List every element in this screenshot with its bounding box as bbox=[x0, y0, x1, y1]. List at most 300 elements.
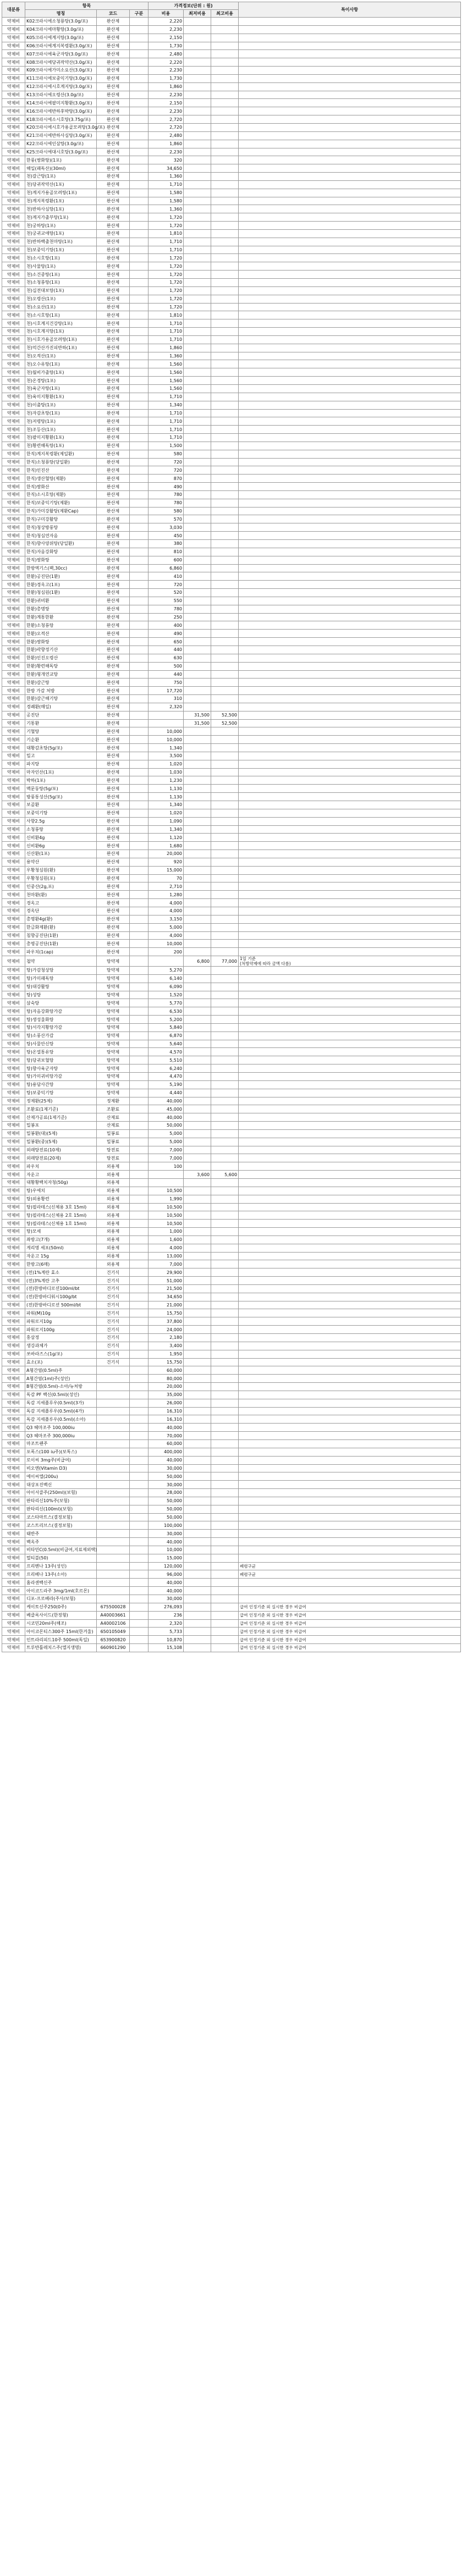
cell-min bbox=[184, 148, 211, 156]
cell-note bbox=[239, 809, 461, 817]
cell-price: 2,230 bbox=[148, 91, 184, 99]
table-row bbox=[2, 1432, 461, 1440]
cell-min bbox=[184, 426, 211, 434]
cell-major: 약제비 bbox=[2, 1407, 25, 1415]
cell-name: 우황청심원(환) bbox=[25, 866, 97, 874]
cell-max bbox=[211, 1603, 239, 1611]
cell-name: K22크라시에인삼탕(3.0g/포) bbox=[25, 140, 97, 148]
table-row bbox=[2, 532, 461, 540]
table-row bbox=[2, 711, 461, 719]
cell-max bbox=[211, 1252, 239, 1260]
cell-type bbox=[130, 335, 148, 344]
cell-name: 천)이출탕(1포) bbox=[25, 401, 97, 409]
table-row bbox=[2, 1113, 461, 1122]
cell-price: 4,000 bbox=[148, 899, 184, 907]
table-row bbox=[2, 1611, 461, 1619]
cell-note bbox=[239, 1031, 461, 1040]
cell-type bbox=[130, 874, 148, 882]
cell-major: 약제비 bbox=[2, 1448, 25, 1456]
cell-name: 탕)외용황련 bbox=[25, 1195, 97, 1203]
cell-code: 완산제 bbox=[97, 866, 130, 874]
cell-name: 한환)소청룡탕 bbox=[25, 621, 97, 630]
cell-type bbox=[130, 1097, 148, 1105]
cell-code: 건기식 bbox=[97, 1317, 130, 1326]
cell-major: 약제비 bbox=[2, 1252, 25, 1260]
table-row bbox=[2, 1031, 461, 1040]
cell-type bbox=[130, 548, 148, 556]
cell-name: K18크라시에소시호탕(3.75g/포) bbox=[25, 115, 97, 124]
cell-note bbox=[239, 148, 461, 156]
cell-type bbox=[130, 662, 148, 670]
cell-type bbox=[130, 401, 148, 409]
cell-type bbox=[130, 1260, 148, 1268]
table-row bbox=[2, 1211, 461, 1220]
cell-note bbox=[239, 1350, 461, 1358]
cell-name: 사향2.5g bbox=[25, 817, 97, 825]
cell-major: 약제비 bbox=[2, 695, 25, 703]
cell-min bbox=[184, 279, 211, 287]
cell-price: 1,090 bbox=[148, 817, 184, 825]
cell-price: 30,000 bbox=[148, 1595, 184, 1603]
cell-max bbox=[211, 785, 239, 793]
table-row bbox=[2, 768, 461, 776]
cell-major: 약제비 bbox=[2, 377, 25, 385]
cell-max bbox=[211, 377, 239, 385]
cell-code bbox=[97, 1383, 130, 1391]
cell-note bbox=[239, 613, 461, 621]
cell-note bbox=[239, 295, 461, 303]
cell-price: 1,720 bbox=[148, 295, 184, 303]
cell-price: 34,650 bbox=[148, 1293, 184, 1301]
cell-name: 자운고 15g bbox=[25, 1252, 97, 1260]
cell-min bbox=[184, 189, 211, 197]
cell-code bbox=[97, 1587, 130, 1595]
cell-code: 완산제 bbox=[97, 630, 130, 638]
cell-min bbox=[184, 646, 211, 654]
table-row bbox=[2, 1129, 461, 1138]
table-row bbox=[2, 670, 461, 679]
cell-type bbox=[130, 940, 148, 948]
cell-price: 1,990 bbox=[148, 1195, 184, 1203]
table-row bbox=[2, 99, 461, 107]
cell-note bbox=[239, 1472, 461, 1481]
cell-max bbox=[211, 107, 239, 115]
cell-code: 완산제 bbox=[97, 475, 130, 483]
table-row bbox=[2, 82, 461, 91]
cell-price: 40,000 bbox=[148, 1113, 184, 1122]
cell-major: 약제비 bbox=[2, 74, 25, 82]
cell-major: 약제비 bbox=[2, 967, 25, 975]
cell-type bbox=[130, 1162, 148, 1171]
cell-note bbox=[239, 82, 461, 91]
cell-type bbox=[130, 1203, 148, 1211]
cell-note bbox=[239, 1383, 461, 1391]
cell-code: 완산제 bbox=[97, 744, 130, 752]
cell-max bbox=[211, 238, 239, 246]
cell-major: 약제비 bbox=[2, 1007, 25, 1016]
cell-code: 외용제 bbox=[97, 1162, 130, 1171]
cell-type bbox=[130, 1391, 148, 1399]
cell-type bbox=[130, 1056, 148, 1064]
cell-name: 보골환 bbox=[25, 801, 97, 809]
cell-price bbox=[148, 956, 184, 967]
cell-max bbox=[211, 1546, 239, 1554]
cell-note bbox=[239, 50, 461, 58]
cell-min bbox=[184, 82, 211, 91]
table-row bbox=[2, 1579, 461, 1587]
cell-min bbox=[184, 352, 211, 360]
cell-note bbox=[239, 483, 461, 491]
cell-code: 완산제 bbox=[97, 352, 130, 360]
cell-max bbox=[211, 1472, 239, 1481]
table-row bbox=[2, 956, 461, 967]
cell-type bbox=[130, 475, 148, 483]
cell-major: 약제비 bbox=[2, 295, 25, 303]
cell-code: 완산제 bbox=[97, 564, 130, 572]
cell-name: 홍삼정 bbox=[25, 1334, 97, 1342]
cell-code: 완산제 bbox=[97, 776, 130, 785]
cell-min bbox=[184, 1603, 211, 1611]
cell-type bbox=[130, 1358, 148, 1366]
cell-max bbox=[211, 548, 239, 556]
cell-major: 약제비 bbox=[2, 1439, 25, 1448]
cell-min bbox=[184, 1260, 211, 1268]
table-row bbox=[2, 809, 461, 817]
cell-code: 완산제 bbox=[97, 572, 130, 581]
cell-note: 급여 인정기준 외 실시한 경우 비급여 bbox=[239, 1644, 461, 1652]
cell-min bbox=[184, 1023, 211, 1031]
cell-code: 탕약제 bbox=[97, 1080, 130, 1089]
cell-code: 탕약제 bbox=[97, 1016, 130, 1024]
cell-name: 천)소청룡탕(1포) bbox=[25, 279, 97, 287]
cell-max bbox=[211, 499, 239, 507]
cell-major: 약제비 bbox=[2, 1228, 25, 1236]
cell-type bbox=[130, 1562, 148, 1570]
cell-max bbox=[211, 801, 239, 809]
cell-name: 한환)인진오령산 bbox=[25, 654, 97, 662]
cell-code: 완산제 bbox=[97, 368, 130, 377]
cell-price: 580 bbox=[148, 450, 184, 458]
cell-type bbox=[130, 760, 148, 768]
cell-type bbox=[130, 1122, 148, 1130]
cell-type bbox=[130, 1554, 148, 1562]
cell-code: 완산제 bbox=[97, 279, 130, 287]
cell-min bbox=[184, 1146, 211, 1154]
cell-major: 약제비 bbox=[2, 1195, 25, 1203]
cell-major: 약제비 bbox=[2, 197, 25, 205]
cell-name: 탕)서각지황탕가감 bbox=[25, 1023, 97, 1031]
cell-type bbox=[130, 303, 148, 311]
cell-code: 완산제 bbox=[97, 344, 130, 352]
cell-note bbox=[239, 736, 461, 744]
cell-type bbox=[130, 703, 148, 711]
cell-code: 탕약제 bbox=[97, 1007, 130, 1016]
cell-price: 40,000 bbox=[148, 1424, 184, 1432]
cell-major: 약제비 bbox=[2, 744, 25, 752]
cell-name: 밀봉환(중)(5제) bbox=[25, 1138, 97, 1146]
cell-min bbox=[184, 638, 211, 646]
cell-min bbox=[184, 254, 211, 262]
cell-min bbox=[184, 597, 211, 605]
cell-type bbox=[130, 1187, 148, 1195]
table-row bbox=[2, 703, 461, 711]
cell-major: 약제비 bbox=[2, 311, 25, 319]
cell-code bbox=[97, 1407, 130, 1415]
cell-note bbox=[239, 352, 461, 360]
cell-price: 6,870 bbox=[148, 1031, 184, 1040]
cell-type bbox=[130, 368, 148, 377]
cell-type bbox=[130, 197, 148, 205]
cell-price: 1,720 bbox=[148, 213, 184, 222]
cell-max bbox=[211, 1497, 239, 1505]
cell-major: 약제비 bbox=[2, 328, 25, 336]
cell-code: 완산제 bbox=[97, 393, 130, 401]
cell-max bbox=[211, 1154, 239, 1162]
cell-min bbox=[184, 1056, 211, 1064]
cell-price: 750 bbox=[148, 679, 184, 687]
cell-major: 약제비 bbox=[2, 1530, 25, 1538]
cell-major: 약제비 bbox=[2, 866, 25, 874]
cell-note bbox=[239, 107, 461, 115]
cell-type bbox=[130, 1138, 148, 1146]
cell-major: 약제비 bbox=[2, 42, 25, 50]
cell-price: 4,000 bbox=[148, 1244, 184, 1252]
cell-max bbox=[211, 458, 239, 466]
cell-price: 1,560 bbox=[148, 384, 184, 393]
cell-type bbox=[130, 785, 148, 793]
cell-code: 완산제 bbox=[97, 768, 130, 776]
cell-name: 대황황백치자청(50g) bbox=[25, 1178, 97, 1187]
table-row bbox=[2, 311, 461, 319]
cell-name: 한직)계지복령환(제일환) bbox=[25, 450, 97, 458]
table-row bbox=[2, 1628, 461, 1636]
table-row bbox=[2, 940, 461, 948]
cell-price: 1,560 bbox=[148, 377, 184, 385]
cell-min bbox=[184, 1122, 211, 1130]
cell-code: 완산제 bbox=[97, 760, 130, 768]
cell-major: 약제비 bbox=[2, 1162, 25, 1171]
cell-price: 1,720 bbox=[148, 286, 184, 295]
cell-min bbox=[184, 523, 211, 532]
cell-price: 120,000 bbox=[148, 1562, 184, 1570]
cell-price: 5,200 bbox=[148, 1016, 184, 1024]
cell-name: 경옥고 bbox=[25, 899, 97, 907]
cell-note bbox=[239, 1464, 461, 1472]
table-row bbox=[2, 882, 461, 891]
cell-min bbox=[184, 1235, 211, 1244]
cell-price: 35,000 bbox=[148, 1391, 184, 1399]
cell-name: 침향공진단(1환) bbox=[25, 931, 97, 940]
cell-type bbox=[130, 572, 148, 581]
cell-min bbox=[184, 384, 211, 393]
cell-max bbox=[211, 768, 239, 776]
cell-price: 3,500 bbox=[148, 752, 184, 760]
cell-max bbox=[211, 1513, 239, 1521]
cell-max bbox=[211, 1587, 239, 1595]
cell-name: 천)육미지황환(1포) bbox=[25, 393, 97, 401]
cell-major: 약제비 bbox=[2, 1260, 25, 1268]
cell-major: 약제비 bbox=[2, 409, 25, 417]
cell-name: 한직)가미강활탕(제환Cap) bbox=[25, 507, 97, 515]
cell-max bbox=[211, 262, 239, 271]
cell-major: 약제비 bbox=[2, 18, 25, 26]
cell-code: 완산제 bbox=[97, 140, 130, 148]
cell-price: 1,710 bbox=[148, 238, 184, 246]
cell-code: 완산제 bbox=[97, 450, 130, 458]
table-row bbox=[2, 923, 461, 931]
table-row bbox=[2, 384, 461, 393]
cell-name: (전)한방바디워시100g/bt bbox=[25, 1293, 97, 1301]
cell-name: K21크라시에반하사심탕(3.0g/포) bbox=[25, 131, 97, 140]
cell-major: 약제비 bbox=[2, 999, 25, 1007]
cell-note bbox=[239, 931, 461, 940]
cell-type bbox=[130, 630, 148, 638]
cell-note bbox=[239, 670, 461, 679]
cell-type bbox=[130, 1007, 148, 1016]
cell-max bbox=[211, 490, 239, 499]
table-row bbox=[2, 825, 461, 834]
cell-code: 완산제 bbox=[97, 581, 130, 589]
cell-price: 40,000 bbox=[148, 1579, 184, 1587]
cell-min bbox=[184, 825, 211, 834]
cell-price: 380 bbox=[148, 540, 184, 548]
cell-note bbox=[239, 1260, 461, 1268]
table-row bbox=[2, 1399, 461, 1407]
cell-major: 약제비 bbox=[2, 50, 25, 58]
cell-note bbox=[239, 687, 461, 695]
cell-min bbox=[184, 1105, 211, 1113]
cell-major: 약제비 bbox=[2, 621, 25, 630]
cell-name: 아이코드라주 3mg/1ml(호르몬) bbox=[25, 1587, 97, 1595]
cell-note bbox=[239, 605, 461, 613]
cell-price: 5,640 bbox=[148, 1040, 184, 1048]
cell-min bbox=[184, 882, 211, 891]
cell-code: 완산제 bbox=[97, 107, 130, 115]
cell-max bbox=[211, 1080, 239, 1089]
cell-code: 외용제 bbox=[97, 1171, 130, 1179]
cell-major: 약제비 bbox=[2, 131, 25, 140]
cell-code: A40003661 bbox=[97, 1611, 130, 1619]
cell-type bbox=[130, 1448, 148, 1456]
cell-type bbox=[130, 638, 148, 646]
cell-price: 1,710 bbox=[148, 335, 184, 344]
cell-name: (전)3%계란 고추 bbox=[25, 1277, 97, 1285]
cell-min bbox=[184, 213, 211, 222]
cell-major: 약제비 bbox=[2, 515, 25, 523]
cell-min bbox=[184, 1293, 211, 1301]
cell-price: 2,480 bbox=[148, 50, 184, 58]
cell-min bbox=[184, 1220, 211, 1228]
cell-note bbox=[239, 328, 461, 336]
cell-type bbox=[130, 866, 148, 874]
table-row bbox=[2, 621, 461, 630]
cell-type bbox=[130, 967, 148, 975]
cell-major: 약제비 bbox=[2, 1399, 25, 1407]
cell-code: 완산제 bbox=[97, 384, 130, 393]
cell-min bbox=[184, 776, 211, 785]
cell-major: 약제비 bbox=[2, 450, 25, 458]
cell-min bbox=[184, 967, 211, 975]
table-row bbox=[2, 50, 461, 58]
cell-code: 탕약제 bbox=[97, 1056, 130, 1064]
table-row bbox=[2, 1317, 461, 1326]
cell-min bbox=[184, 466, 211, 475]
cell-note bbox=[239, 393, 461, 401]
cell-price: 400,000 bbox=[148, 1448, 184, 1456]
cell-name: 대황감초탕(5g/포) bbox=[25, 744, 97, 752]
cell-major: 약제비 bbox=[2, 785, 25, 793]
cell-note bbox=[239, 1309, 461, 1317]
cell-major: 약제비 bbox=[2, 34, 25, 42]
cell-max bbox=[211, 540, 239, 548]
cell-name: 탕)가미패독탕 bbox=[25, 974, 97, 983]
cell-min bbox=[184, 311, 211, 319]
table-row bbox=[2, 1326, 461, 1334]
cell-max bbox=[211, 1138, 239, 1146]
table-row bbox=[2, 597, 461, 605]
cell-max bbox=[211, 515, 239, 523]
cell-note bbox=[239, 940, 461, 948]
cell-note bbox=[239, 303, 461, 311]
cell-major: 약제비 bbox=[2, 923, 25, 931]
table-row bbox=[2, 899, 461, 907]
cell-price: 310 bbox=[148, 695, 184, 703]
cell-note bbox=[239, 1097, 461, 1105]
cell-code: 완산제 bbox=[97, 295, 130, 303]
cell-note bbox=[239, 825, 461, 834]
cell-major: 약제비 bbox=[2, 1570, 25, 1579]
cell-code: 밀봉료 bbox=[97, 1138, 130, 1146]
cell-min bbox=[184, 915, 211, 923]
cell-min bbox=[184, 1284, 211, 1293]
cell-type bbox=[130, 882, 148, 891]
cell-name: 생강과체가 bbox=[25, 1342, 97, 1350]
cell-price: 4,570 bbox=[148, 1048, 184, 1056]
cell-type bbox=[130, 1464, 148, 1472]
cell-major: 약제비 bbox=[2, 458, 25, 466]
cell-type bbox=[130, 654, 148, 662]
cell-max: 52,500 bbox=[211, 719, 239, 727]
cell-code: 완산제 bbox=[97, 638, 130, 646]
cell-major: 약제비 bbox=[2, 164, 25, 173]
cell-note bbox=[239, 817, 461, 825]
cell-price: 4,000 bbox=[148, 907, 184, 915]
cell-max bbox=[211, 426, 239, 434]
cell-note bbox=[239, 1546, 461, 1554]
cell-min bbox=[184, 1187, 211, 1195]
table-row bbox=[2, 25, 461, 34]
cell-name: 한환)황련해독탕 bbox=[25, 662, 97, 670]
cell-name: 우황청심원(포) bbox=[25, 874, 97, 882]
cell-note bbox=[239, 1521, 461, 1530]
cell-code: 완산제 bbox=[97, 434, 130, 442]
table-row bbox=[2, 140, 461, 148]
cell-note bbox=[239, 254, 461, 262]
cell-note bbox=[239, 1129, 461, 1138]
cell-min bbox=[184, 670, 211, 679]
table-row bbox=[2, 1407, 461, 1415]
table-row bbox=[2, 1178, 461, 1187]
table-row bbox=[2, 967, 461, 975]
cell-code: 완산제 bbox=[97, 940, 130, 948]
table-row bbox=[2, 1472, 461, 1481]
table-row bbox=[2, 548, 461, 556]
cell-min bbox=[184, 1497, 211, 1505]
cell-name: 효소(포) bbox=[25, 1358, 97, 1366]
cell-major: 약제비 bbox=[2, 1146, 25, 1154]
cell-type bbox=[130, 286, 148, 295]
cell-max bbox=[211, 1350, 239, 1358]
